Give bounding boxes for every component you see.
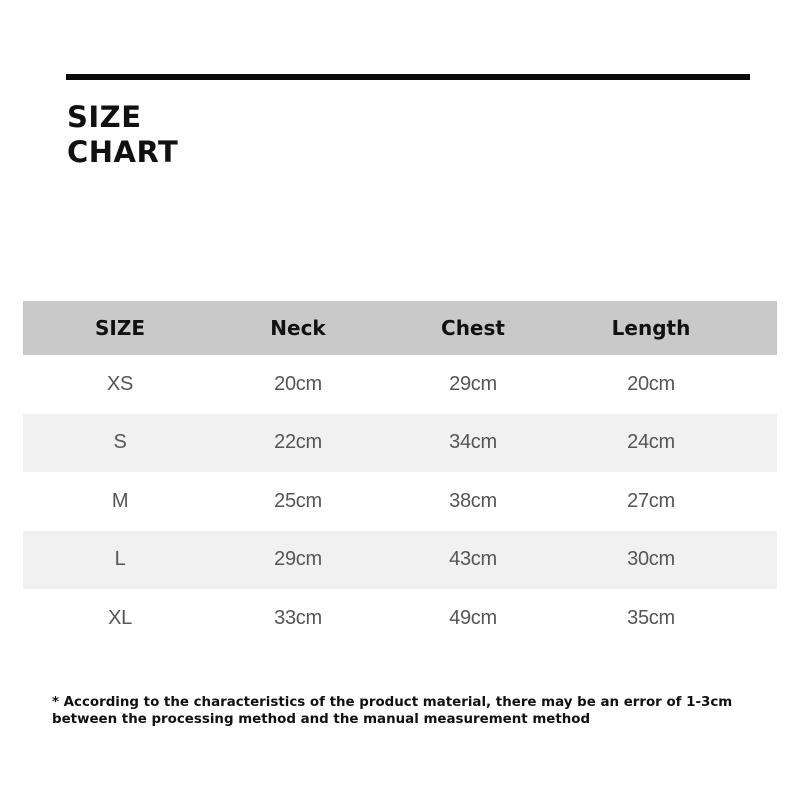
table-row — [23, 414, 777, 473]
header-chest: Chest — [441, 316, 505, 340]
disclaimer-line-1: * According to the characteristics of the product material, there may be an error of 1-3cm — [52, 695, 733, 710]
size-cell: XS — [106, 372, 134, 395]
measurement-disclaimer — [52, 694, 772, 728]
length-cell: 27cm — [627, 489, 675, 512]
header-length: Length — [611, 316, 691, 340]
table-row — [23, 589, 777, 648]
neck-cell: 22cm — [274, 431, 322, 454]
neck-cell: 29cm — [274, 548, 322, 571]
length-cell: 35cm — [627, 606, 675, 629]
title-line-1: SIZE — [67, 100, 142, 134]
size-table — [23, 301, 777, 648]
length-cell: 30cm — [627, 548, 675, 571]
page-title — [67, 100, 178, 170]
chest-cell: 43cm — [449, 548, 497, 571]
table-row — [23, 472, 777, 531]
table-row — [23, 355, 777, 414]
size-cell: M — [111, 489, 129, 512]
neck-cell: 20cm — [274, 372, 322, 395]
top-divider — [66, 74, 750, 80]
chest-cell: 34cm — [449, 431, 497, 454]
size-cell: S — [113, 431, 127, 454]
chest-cell: 49cm — [449, 606, 497, 629]
chest-cell: 29cm — [449, 372, 497, 395]
neck-cell: 33cm — [274, 606, 322, 629]
size-cell: XL — [108, 606, 132, 629]
header-size: SIZE — [94, 316, 145, 340]
chest-cell: 38cm — [449, 489, 497, 512]
table-row — [23, 531, 777, 590]
size-cell: L — [114, 548, 126, 571]
table-header-row — [23, 301, 777, 355]
neck-cell: 25cm — [274, 489, 322, 512]
disclaimer-line-2: between the processing method and the manual measurement method — [52, 712, 591, 727]
length-cell: 24cm — [627, 431, 675, 454]
length-cell: 20cm — [627, 372, 675, 395]
header-neck: Neck — [270, 316, 326, 340]
title-line-2: CHART — [67, 135, 179, 169]
